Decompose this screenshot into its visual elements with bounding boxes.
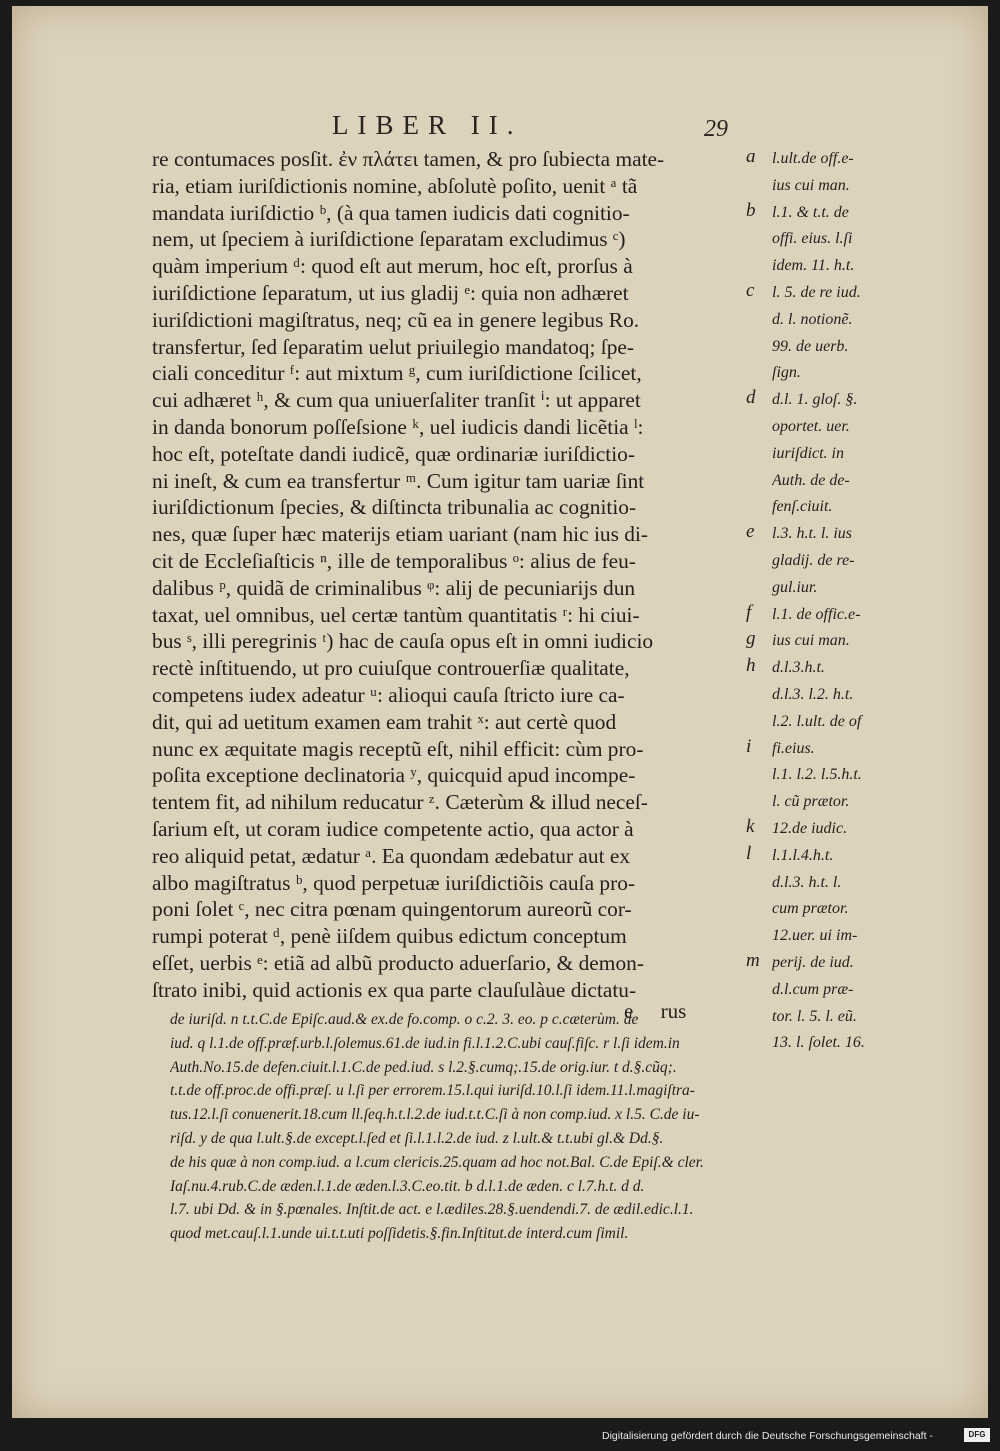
margin-letter: d — [746, 387, 756, 409]
text-line: in danda bonorum poſſeſsione ᵏ, uel iudicis dandi licẽtia ˡ: — [152, 414, 644, 439]
margin-note-line: d.l.3. l.2. h.t. — [772, 685, 854, 703]
margin-note-line: l.1. de offic.e- — [772, 605, 861, 623]
margin-note-line: l.1.l.4.h.t. — [772, 846, 834, 864]
margin-note-line: l. cũ prætor. — [772, 793, 850, 811]
margin-letter: a — [746, 146, 756, 167]
footnote-line: de his quæ à non comp.iud. a l.cum clericis.25.quam ad hoc not.Bal. C.de Epiſ.& cler. — [170, 1153, 704, 1171]
margin-letter: b — [746, 199, 756, 221]
text-line: eſſet, uerbis ᵉ: etiã ad albũ producto aduerſario, & demon- — [152, 950, 644, 975]
footnote-line: riſd. y de qua l.ult.§.de except.l.ſed et ſi.l.1.l.2.de iud. z l.ult.& t.t.ubi gl.& Dd.§. — [170, 1129, 664, 1147]
margin-note-line: 12.de iudic. — [772, 819, 848, 837]
text-line: nes, quæ ſuper hæc materijs etiam uariant (nam hic ius di- — [152, 522, 649, 547]
margin-note-line: ius cui man. — [772, 632, 850, 650]
footnote-line: quod met.cauſ.l.1.unde ui.t.t.uti poſſidetis.§.fin.Inſtitut.de interd.cum ſimil. — [170, 1225, 629, 1243]
text-line: nunc ex æquitate magis receptũ eſt, nihil efficit: cùm pro- — [152, 736, 644, 761]
footnote-line: de iuriſd. n t.t.C.de Epiſc.aud.& ex.de fo.comp. o c.2. 3. eo. p c.cæterùm. de — [170, 1011, 639, 1028]
margin-letter: e — [746, 521, 755, 543]
dfg-logo: DFG — [964, 1428, 990, 1442]
margin-note-line: l.ult.de off.e- — [772, 150, 854, 167]
margin-note-line: d.l.3. h.t. l. — [772, 873, 842, 891]
margin-note-line: l.1. & t.t. de — [772, 203, 849, 221]
text-line: dit, qui ad uetitum examen eam trahit ˣ: aut certè quod — [152, 709, 617, 734]
text-line: cui adhæret ʰ, & cum qua uniuerſaliter tranſit ⁱ: ut apparet — [152, 388, 641, 413]
margin-note-line: d.l.3.h.t. — [772, 659, 825, 677]
margin-note-line: 13. l. ſolet. 16. — [772, 1034, 865, 1052]
margin-note-line: 99. de uerb. — [772, 337, 849, 355]
margin-note-line: d. l. notionẽ. — [772, 310, 853, 328]
digitization-credit: Digitalisierung gefördert durch die Deutsche Forschungsgemeinschaft - — [602, 1430, 933, 1442]
text-line: albo magiſtratus ᵇ, quod perpetuæ iuriſdictiõis cauſa pro- — [152, 870, 636, 895]
margin-letter: m — [746, 950, 760, 971]
text-line: iuriſdictionum ſpecies, & diſtincta tribunalia ac cognitio- — [152, 495, 637, 520]
margin-note-line: cum prætor. — [772, 900, 849, 918]
text-line: ria, etiam iuriſdictionis nomine, abſolutè poſito, uenit ᵃ tã — [152, 173, 638, 198]
margin-note-line: l.3. h.t. l. ius — [772, 525, 853, 543]
text-line: tentem fit, ad nihilum reducatur ᶻ. Cæterùm & illud neceſ- — [152, 790, 648, 815]
catchword: e rus — [624, 999, 687, 1023]
margin-notes — [772, 146, 892, 1057]
footnote-line: iud. q l.1.de off.præf.urb.l.ſolemus.61.de iud.in fi.l.1.2.C.ubi cauſ.fiſc. r l.ſi idem.in — [170, 1034, 680, 1052]
margin-note-line: ſign. — [772, 364, 801, 382]
text-line: bus ˢ, illi peregrinis ᵗ) hac de cauſa opus eſt in omni iudicio — [152, 629, 654, 654]
text-line: ni ineſt, & cum ea transfertur ᵐ. Cum igitur tam uariæ ſint — [152, 468, 645, 493]
margin-note-line: 12.uer. ui im- — [772, 927, 858, 945]
text-line: competens iudex adeatur ᵘ: alioqui cauſa ſtricto iure ca- — [152, 682, 625, 707]
text-line: rumpi poterat ᵈ, penè iiſdem quibus edictum conceptum — [152, 924, 627, 949]
margin-note-line: l.2. l.ult. de of — [772, 712, 862, 730]
footnote-line: t.t.de off.proc.de offi.præſ. u l.ſi per errorem.15.l.qui iuriſd.10.l.ſi idem.11.l.magiſtra- — [170, 1082, 695, 1100]
margin-note-line: l. 5. de re iud. — [772, 283, 861, 301]
text-line: iuriſdictione ſeparatum, ut ius gladij ᵉ: quia non adhæret — [152, 280, 629, 305]
footnote-line: l.7. ubi Dd. & in §.pœnales. Inſtit.de act. e l.ædiles.28.§.uendendi.7. de ædil.edic.l.1. — [170, 1201, 694, 1219]
text-line: ciali conceditur ᶠ: aut mixtum ᵍ, cum iuriſdictione ſcilicet, — [152, 361, 642, 386]
margin-letter: k — [746, 816, 755, 837]
page-number: 29 — [704, 116, 728, 142]
footnote-line: Iaſ.nu.4.rub.C.de æden.l.1.de æden.l.3.C.eo.tit. b d.l.1.de æden. c l.7.h.t. d d. — [170, 1177, 645, 1195]
text-line: re contumaces posſit. ἐν πλάτει tamen, & pro ſubiecta mate- — [152, 147, 665, 171]
margin-letter: g — [746, 628, 756, 650]
margin-note-line: d.l. 1. gloſ. §. — [772, 391, 858, 409]
margin-note-line: fenſ.ciuit. — [772, 498, 833, 516]
text-line: nem, ut ſpeciem à iuriſdictione ſeparatam excludimus ᶜ) — [152, 227, 626, 252]
margin-note-line: tor. l. 5. l. eũ. — [772, 1007, 857, 1025]
footnotes-block — [170, 1008, 890, 1246]
margin-note-line: fi.eius. — [772, 739, 815, 757]
margin-letter: f — [746, 601, 752, 623]
margin-note-line: perij. de iud. — [772, 953, 854, 971]
margin-note-line: Auth. de de- — [772, 471, 850, 489]
margin-note-line: d.l.cum præ- — [772, 980, 854, 998]
margin-letter: i — [746, 735, 752, 757]
margin-note-line: idem. 11. h.t. — [772, 257, 855, 275]
text-line: cit de Eccleſiaſticis ⁿ, ille de temporalibus ᵒ: alius de feu- — [152, 548, 636, 573]
book-page — [12, 6, 988, 1418]
text-line: dalibus ᵖ, quidã de criminalibus ᵠ: alij de pecuniarijs dun — [152, 575, 636, 600]
text-line: poni ſolet ᶜ, nec citra pœnam quingentorum aureorũ cor- — [152, 897, 632, 922]
text-line: ſtrato inibi, quid actionis ex qua parte clauſulàue dictatu- — [152, 977, 637, 1002]
running-header: LIBER II. — [332, 110, 523, 140]
margin-note-line: gladij. de re- — [772, 551, 855, 569]
text-line: rectè inſtituendo, ut pro cuiuſque controuerſiæ qualitate, — [152, 656, 630, 681]
margin-note-line: ius cui man. — [772, 176, 850, 194]
text-line: quàm imperium ᵈ: quod eſt aut merum, hoc eſt, prorſus à — [152, 254, 633, 279]
text-line: hoc eſt, poteſtate dandi iudicẽ, quæ ordinariæ iuriſdictio- — [152, 441, 635, 466]
margin-letter: c — [746, 280, 755, 301]
main-text-block — [152, 146, 742, 1004]
text-line: transfertur, ſed ſeparatim uelut priuilegio mandatoq; ſpe- — [152, 334, 635, 359]
text-line: poſita exceptione declinatoria ʸ, quicquid apud incompe- — [152, 763, 636, 788]
footnote-line: tus.12.l.ſi conuenerit.18.cum ll.ſeq.h.t.l.2.de iud.t.t.C.ſi à non comp.iud. x l.5. C.de iu- — [170, 1106, 700, 1124]
margin-note-line: oportet. uer. — [772, 417, 850, 435]
margin-letter: h — [746, 655, 756, 677]
margin-note-line: offi. eius. l.ſi — [772, 230, 853, 248]
margin-note-line: gul.iur. — [772, 578, 818, 596]
text-line: reo aliquid petat, ædatur ᵃ. Ea quondam ædebatur aut ex — [152, 843, 631, 868]
text-line: taxat, uel omnibus, uel certæ tantùm quantitatis ʳ: hi ciui- — [152, 602, 640, 627]
text-line: mandata iuriſdictio ᵇ, (à qua tamen iudicis dati cognitio- — [152, 200, 630, 225]
margin-note-line: iuriſdict. in — [772, 444, 844, 462]
margin-letter: l — [746, 842, 752, 864]
margin-note-line: l.1. l.2. l.5.h.t. — [772, 766, 862, 784]
text-line: iuriſdictioni magiſtratus, neq; cũ ea in genere legibus Ro. — [152, 307, 640, 332]
footnote-line: Auth.No.15.de defen.ciuit.l.1.C.de ped.iud. s l.2.§.cumq;.15.de orig.iur. t d.§.cũq;. — [170, 1058, 677, 1076]
text-line: ſarium eſt, ut coram iudice competente actio, qua actor à — [152, 816, 634, 841]
